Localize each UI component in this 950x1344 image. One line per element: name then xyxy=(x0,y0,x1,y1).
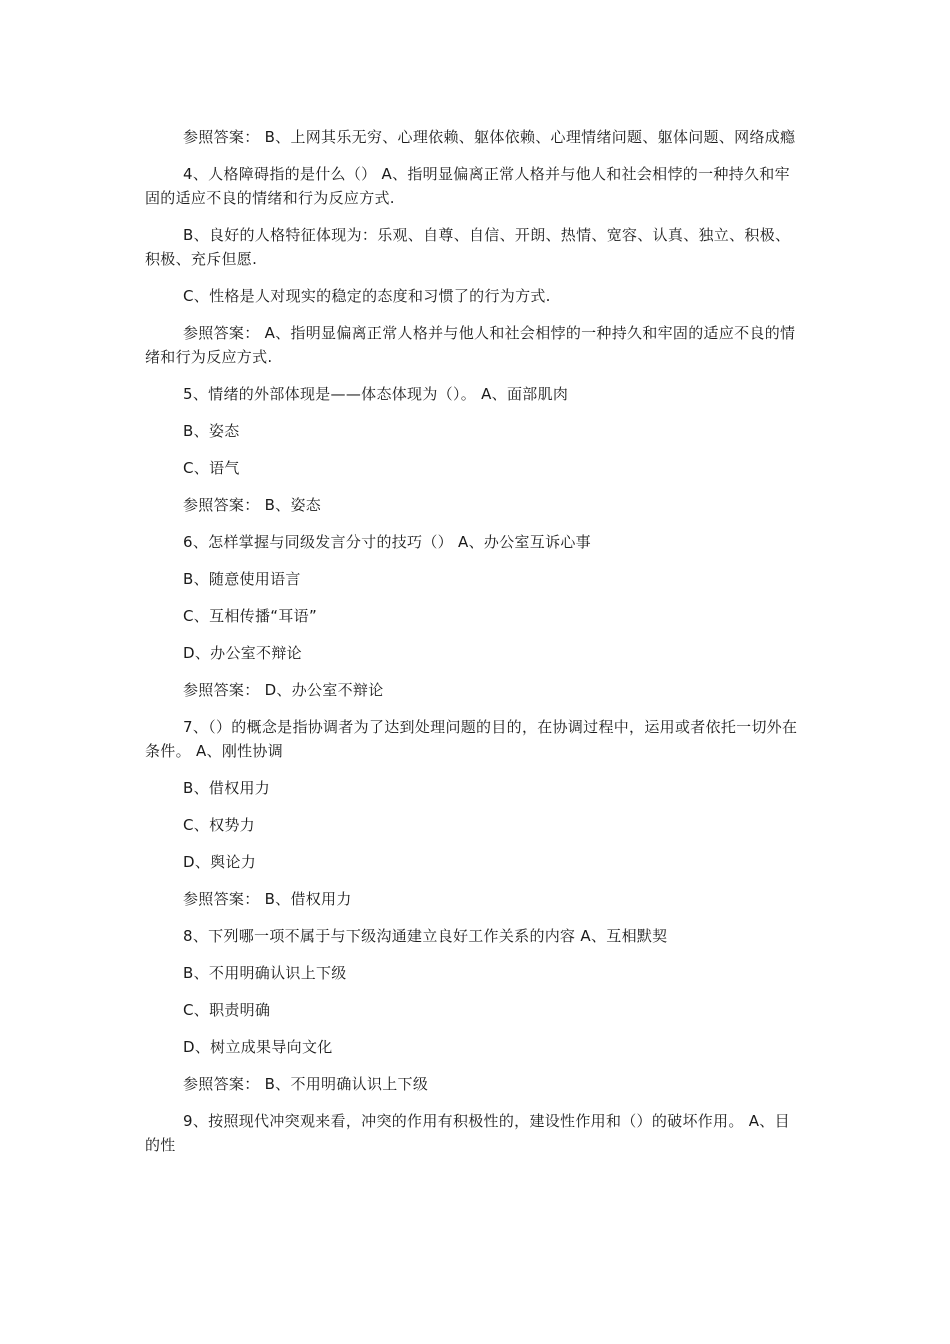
option-paragraph: D、办公室不辩论 xyxy=(183,644,302,662)
answer-paragraph: 参照答案： B、借权用力 xyxy=(183,890,352,908)
answer-paragraph: 参照答案： B、不用明确认识上下级 xyxy=(183,1075,429,1093)
question-paragraph: 8、下列哪一项不属于与下级沟通建立良好工作关系的内容 A、互相默契 xyxy=(183,927,668,945)
question-paragraph: 9、按照现代冲突观来看，冲突的作用有积极性的，建设性作用和（）的破坏作用。 A、目的性 xyxy=(145,1112,790,1154)
option-paragraph: B、借权用力 xyxy=(183,779,271,797)
option-paragraph: B、姿态 xyxy=(183,422,240,440)
question-paragraph: 6、怎样掌握与同级发言分寸的技巧（） A、办公室互诉心事 xyxy=(183,533,591,551)
question-paragraph: 7、（）的概念是指协调者为了达到处理问题的目的，在协调过程中，运用或者依托一切外在条件。 A、刚性协调 xyxy=(145,718,798,760)
answer-paragraph: 参照答案： D、办公室不辩论 xyxy=(183,681,384,699)
option-paragraph: B、不用明确认识上下级 xyxy=(183,964,347,982)
option-paragraph: C、性格是人对现实的稳定的态度和习惯了的行为方式. xyxy=(183,287,551,305)
question-paragraph: 5、情绪的外部体现是——体态体现为（）。 A、面部肌肉 xyxy=(183,385,569,403)
answer-paragraph: 参照答案： B、姿态 xyxy=(183,496,322,514)
document-page xyxy=(145,125,805,1170)
option-paragraph: C、权势力 xyxy=(183,816,255,834)
option-paragraph: C、语气 xyxy=(183,459,240,477)
answer-paragraph: 参照答案： A、指明显偏离正常人格并与他人和社会相悖的一种持久和牢固的适应不良的情绪和行为反应方式. xyxy=(145,324,796,366)
option-paragraph: C、职责明确 xyxy=(183,1001,271,1019)
option-paragraph: D、树立成果导向文化 xyxy=(183,1038,333,1056)
option-paragraph: B、良好的人格特征体现为：乐观、自尊、自信、开朗、热情、宽容、认真、独立、积极、积极、充斥但愿. xyxy=(145,226,791,268)
question-paragraph: 4、人格障碍指的是什么（） A、指明显偏离正常人格并与他人和社会相悖的一种持久和牢固的适应不良的情绪和行为反应方式. xyxy=(145,165,790,207)
option-paragraph: D、舆论力 xyxy=(183,853,257,871)
option-paragraph: C、互相传播“耳语” xyxy=(183,607,318,625)
answer-paragraph: 参照答案： B、上网其乐无穷、心理依赖、躯体依赖、心理情绪问题、躯体问题、网络成瘾 xyxy=(183,128,796,146)
option-paragraph: B、随意使用语言 xyxy=(183,570,301,588)
